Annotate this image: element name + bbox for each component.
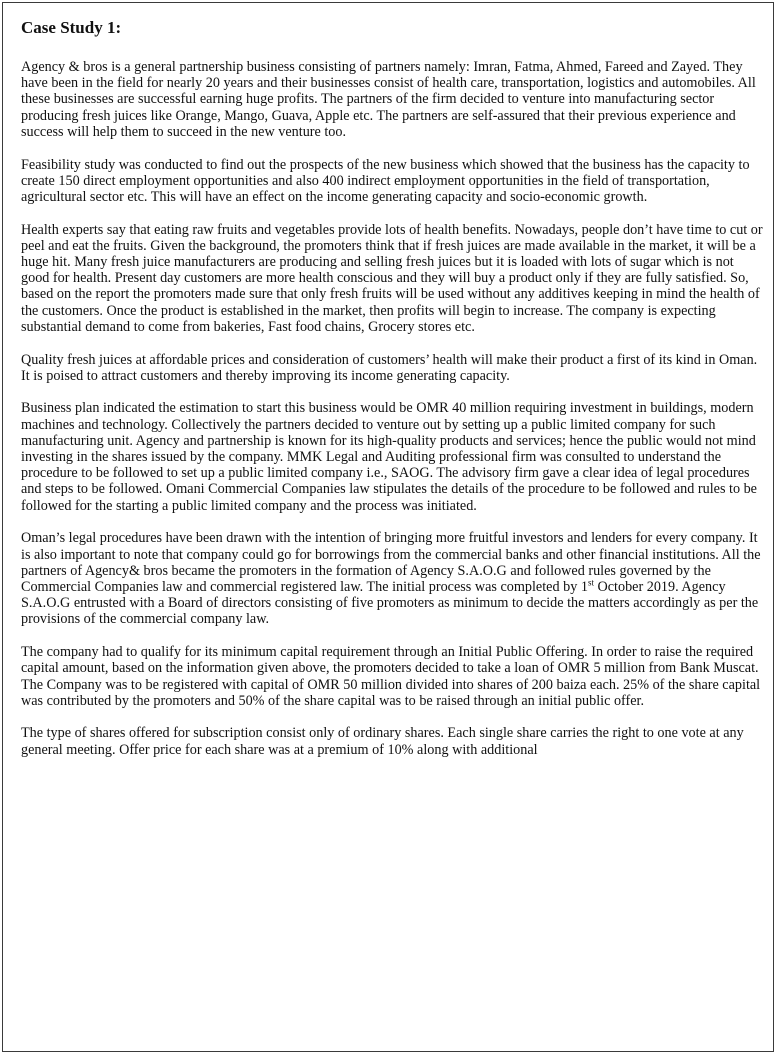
ordinal-superscript: st	[587, 577, 594, 588]
paragraph-legal-procedures	[21, 530, 763, 627]
paragraph-quality: Quality fresh juices at affordable prices and consideration of customers’ health will make their product a first of its kind in Oman. It is poised to attract customers and thereby improving its income generating capacity.	[21, 351, 758, 384]
paragraph-health: Health experts say that eating raw fruits and vegetables provide lots of health benefits. Nowadays, people don’t have time to cut or peel and eat the fruits. Given the background, the promoters think that if fresh juices are made available in the market, it will be a huge hit. Many fresh juice manufacturers are producing and selling fresh juices but it is loaded with lots of sugar which is not good for health. Present day customers are more health conscious and they will buy a product only if they are fully satisfied. So, based on the report the promoters made sure that only fresh fruits will be used without any additives keeping in mind the health of the customers. Once the product is established in the market, then profits will begin to increase. The company is expecting substantial demand to come from bakeries, Fast food chains, Grocery stores etc.	[21, 221, 763, 335]
legal-text-part-2: October 2019. Agency S.A.O.G entrusted with a Board of directors consisting of five promoters as minimum to decide the matters accordingly as per the provisions of the commercial company law.	[21, 578, 759, 628]
paragraph-business-plan: Business plan indicated the estimation to start this business would be OMR 40 million requiring investment in buildings, modern machines and technology. Collectively the partners decided to venture out by setting up a public limited company for such manufacturing unit. Agency and partnership is known for its high-quality products and services; hence the public would not mind investing in the shares issued by the company. MMK Legal and Auditing professional firm was consulted to understand the procedure to be followed to set up a public limited company i.e., SAOG. The advisory firm gave a clear idea of legal procedures and steps to be followed. Omani Commercial Companies law stipulates the details of the procedure to be followed and rules to be followed for the starting a public limited company and the process was initiated.	[21, 400, 757, 514]
paragraph-partnership: Agency & bros is a general partnership business consisting of partners namely: Imran, Fatma, Ahmed, Fareed and Zayed. They have been in the field for nearly 20 years and their businesses consist of health care, transportation, logistics and automobiles. All these businesses are successful earning huge profits. The partners of the firm decided to venture into manufacturing sector producing fresh juices like Orange, Mango, Guava, Apple etc. The partners are self-assured that their previous experience and success will help them to succeed in the new venture too.	[21, 59, 756, 140]
paragraph-shares: The type of shares offered for subscription consist only of ordinary shares. Each single share carries the right to one vote at any general meeting. Offer price for each share was at a premium of 10% along with additional	[21, 725, 744, 758]
page-frame	[2, 2, 774, 1052]
document-body	[21, 17, 763, 774]
paragraph-feasibility: Feasibility study was conducted to find out the prospects of the new business which showed that the business has the capacity to create 150 direct employment opportunities and also 400 indirect employment opportunities in the field of transportation, agricultural sector etc. This will have an effect on the income generating capacity and socio-economic growth.	[21, 156, 750, 205]
case-study-title: Case Study 1:	[21, 18, 122, 37]
paragraph-capital: The company had to qualify for its minimum capital requirement through an Initial Public Offering. In order to raise the required capital amount, based on the information given above, the promoters decided to take a loan of OMR 5 million from Bank Muscat. The Company was to be registered with capital of OMR 50 million divided into shares of 200 baiza each. 25% of the share capital was contributed by the promoters and 50% of the share capital was to be raised through an initial public offer.	[21, 644, 761, 709]
legal-text-part-1: Oman’s legal procedures have been drawn with the intention of bringing more fruitful investors and lenders for every company. It is also important to note that company could go for borrowings from the commercial banks and other financial institutions. All the partners of Agency& bros became the promoters in the formation of Agency S.A.O.G and followed rules governed by the Commercial Companies law and commercial registered law. The initial process was completed by 1	[21, 530, 761, 595]
